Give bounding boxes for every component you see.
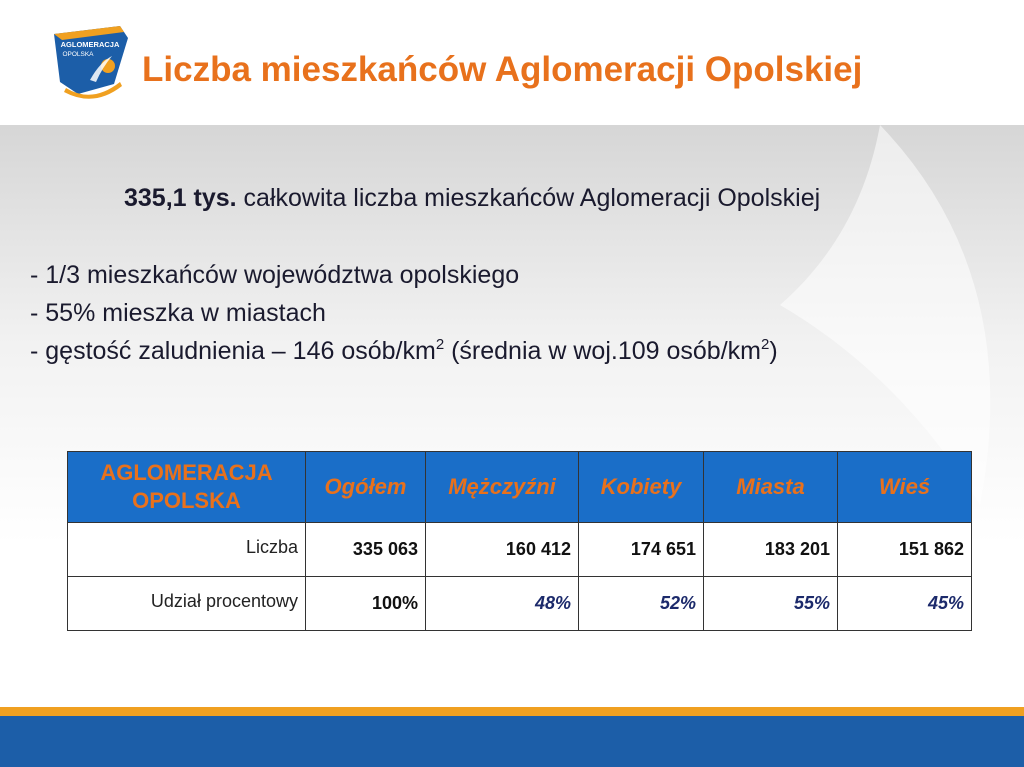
table-row-share <box>68 577 972 631</box>
cell-share-total: 100% <box>306 577 426 631</box>
slide-header <box>0 0 1024 125</box>
aglomeracja-opolska-logo <box>50 22 132 104</box>
column-header-rural: Wieś <box>838 452 972 523</box>
slide-title: Liczba mieszkańców Aglomeracji Opolskiej <box>142 50 863 89</box>
logo-text-line2: OPOLSKA <box>62 51 94 58</box>
row-label-count: Liczba <box>68 523 306 577</box>
footer-orange-stripe <box>0 707 1024 716</box>
cell-count-total: 335 063 <box>306 523 426 577</box>
fact-population-density: - gęstość zaludnienia – 146 osób/$km^2$ (średnia w woj.109 osób/$km^2$) <box>30 336 778 365</box>
population-headline <box>124 184 820 213</box>
table-row-count <box>68 523 972 577</box>
table-corner-header: AGLOMERACJA OPOLSKA <box>68 452 306 523</box>
population-table <box>67 451 972 631</box>
fact-share-of-voivodeship: - 1/3 mieszkańców województwa opolskiego <box>30 261 520 289</box>
fact-urban-share: - 55% mieszka w miastach <box>30 299 326 327</box>
cell-share-cities: 55% <box>704 577 838 631</box>
headline-value: 335,1 tys. <box>124 184 237 212</box>
facts-list <box>30 256 778 370</box>
cell-share-men: 48% <box>426 577 579 631</box>
headline-text: całkowita liczba mieszkańców Aglomeracji Opolskiej <box>236 184 821 212</box>
cell-count-cities: 183 201 <box>704 523 838 577</box>
table-header-row <box>68 452 972 523</box>
cell-share-women: 52% <box>579 577 704 631</box>
cell-share-rural: 45% <box>838 577 972 631</box>
column-header-total: Ogółem <box>306 452 426 523</box>
column-header-men: Mężczyźni <box>426 452 579 523</box>
footer-blue-band <box>0 716 1024 767</box>
row-label-share: Udział procentowy <box>68 577 306 631</box>
column-header-cities: Miasta <box>704 452 838 523</box>
logo-text-line1: AGLOMERACJA <box>60 40 120 49</box>
column-header-women: Kobiety <box>579 452 704 523</box>
cell-count-women: 174 651 <box>579 523 704 577</box>
cell-count-men: 160 412 <box>426 523 579 577</box>
cell-count-rural: 151 862 <box>838 523 972 577</box>
